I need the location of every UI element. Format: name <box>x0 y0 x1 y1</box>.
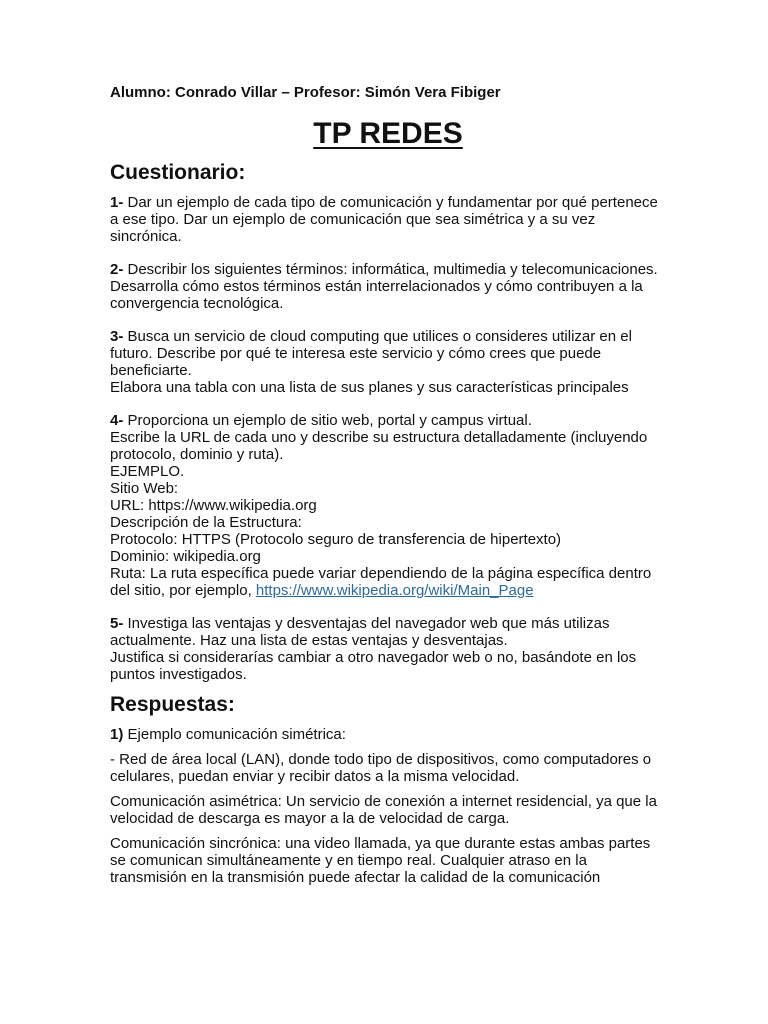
answer-1-number: 1) <box>110 726 124 743</box>
answer-paragraph: Comunicación asimétrica: Un servicio de conexión a internet residencial, ya que la velocidad de descarga es mayor a la de velocidad de carga. <box>110 793 657 827</box>
question-5-number: 5- <box>110 615 124 632</box>
question-4-line: Sitio Web: <box>110 480 179 497</box>
question-4-number: 4- <box>110 412 124 429</box>
question-4-line: EJEMPLO. <box>110 463 185 480</box>
question-1-number: 1- <box>110 194 124 211</box>
question-2-number: 2- <box>110 261 124 278</box>
document-title <box>110 117 666 151</box>
question-4-line: Descripción de la Estructura: <box>110 514 302 531</box>
question-3 <box>110 328 666 379</box>
cuestionario-heading: Cuestionario: <box>110 161 246 184</box>
question-4-line: URL: https://www.wikipedia.org <box>110 497 317 514</box>
document-title-text: TP REDES <box>313 117 463 150</box>
ruta-text: Ruta: La ruta específica puede variar dependiendo de la página específica dentro del sitio, por ejemplo, <box>110 565 652 599</box>
question-1-text: Dar un ejemplo de cada tipo de comunicación y fundamentar por qué pertenece a ese tipo. Dar un ejemplo de comunicación que sea simétrica y a su vez sincrónica. <box>110 194 658 245</box>
student-teacher-line: Alumno: Conrado Villar – Profesor: Simón Vera Fibiger <box>110 84 501 101</box>
question-3-text: Busca un servicio de cloud computing que utilices o consideres utilizar en el futuro. Describe por qué te interesa este servicio y cómo crees que puede beneficiarte. <box>110 328 632 379</box>
question-2 <box>110 261 666 312</box>
question-3-number: 3- <box>110 328 124 345</box>
respuestas-heading: Respuestas: <box>110 693 235 716</box>
question-4-text: Proporciona un ejemplo de sitio web, portal y campus virtual. <box>123 412 532 429</box>
document-content <box>110 84 666 886</box>
question-5-line2: Justifica si considerarías cambiar a otro navegador web o no, basándote en los puntos investigados. <box>110 649 637 683</box>
question-4-line: Protocolo: HTTPS (Protocolo seguro de transferencia de hipertexto) <box>110 531 562 548</box>
question-1 <box>110 194 666 245</box>
question-5-text: Investiga las ventajas y desventajas del navegador web que más utilizas actualmente. Haz una lista de estas ventajas y desventajas. <box>110 615 610 649</box>
answer-1 <box>110 726 666 743</box>
question-4-line: Escribe la URL de cada uno y describe su estructura detalladamente (incluyendo protocolo, dominio y ruta). <box>110 429 648 463</box>
answer-1-text: Ejemplo comunicación simétrica: <box>123 726 346 743</box>
question-5 <box>110 615 666 649</box>
answer-paragraph: - Red de área local (LAN), donde todo tipo de dispositivos, como computadores o celulares, puedan enviar y recibir datos a la misma velocidad. <box>110 751 652 785</box>
answer-paragraph: Comunicación sincrónica: una video llamada, ya que durante estas ambas partes se comunican simultáneamente y en tiempo real. Cualquier atraso en la transmisión en la transmisión puede afectar la calidad de la comunicación <box>110 835 651 886</box>
question-4 <box>110 412 666 429</box>
wikipedia-main-page-link[interactable]: https://www.wikipedia.org/wiki/Main_Page <box>255 582 534 599</box>
question-4-line: Dominio: wikipedia.org <box>110 548 261 565</box>
question-3-line2: Elabora una tabla con una lista de sus planes y sus características principales <box>110 379 629 396</box>
question-4-ruta <box>110 565 666 599</box>
question-2-text: Describir los siguientes términos: informática, multimedia y telecomunicaciones. Desarrolla cómo estos términos están interrelacionados y cómo contribuyen a la convergencia tecnológica. <box>110 261 658 312</box>
